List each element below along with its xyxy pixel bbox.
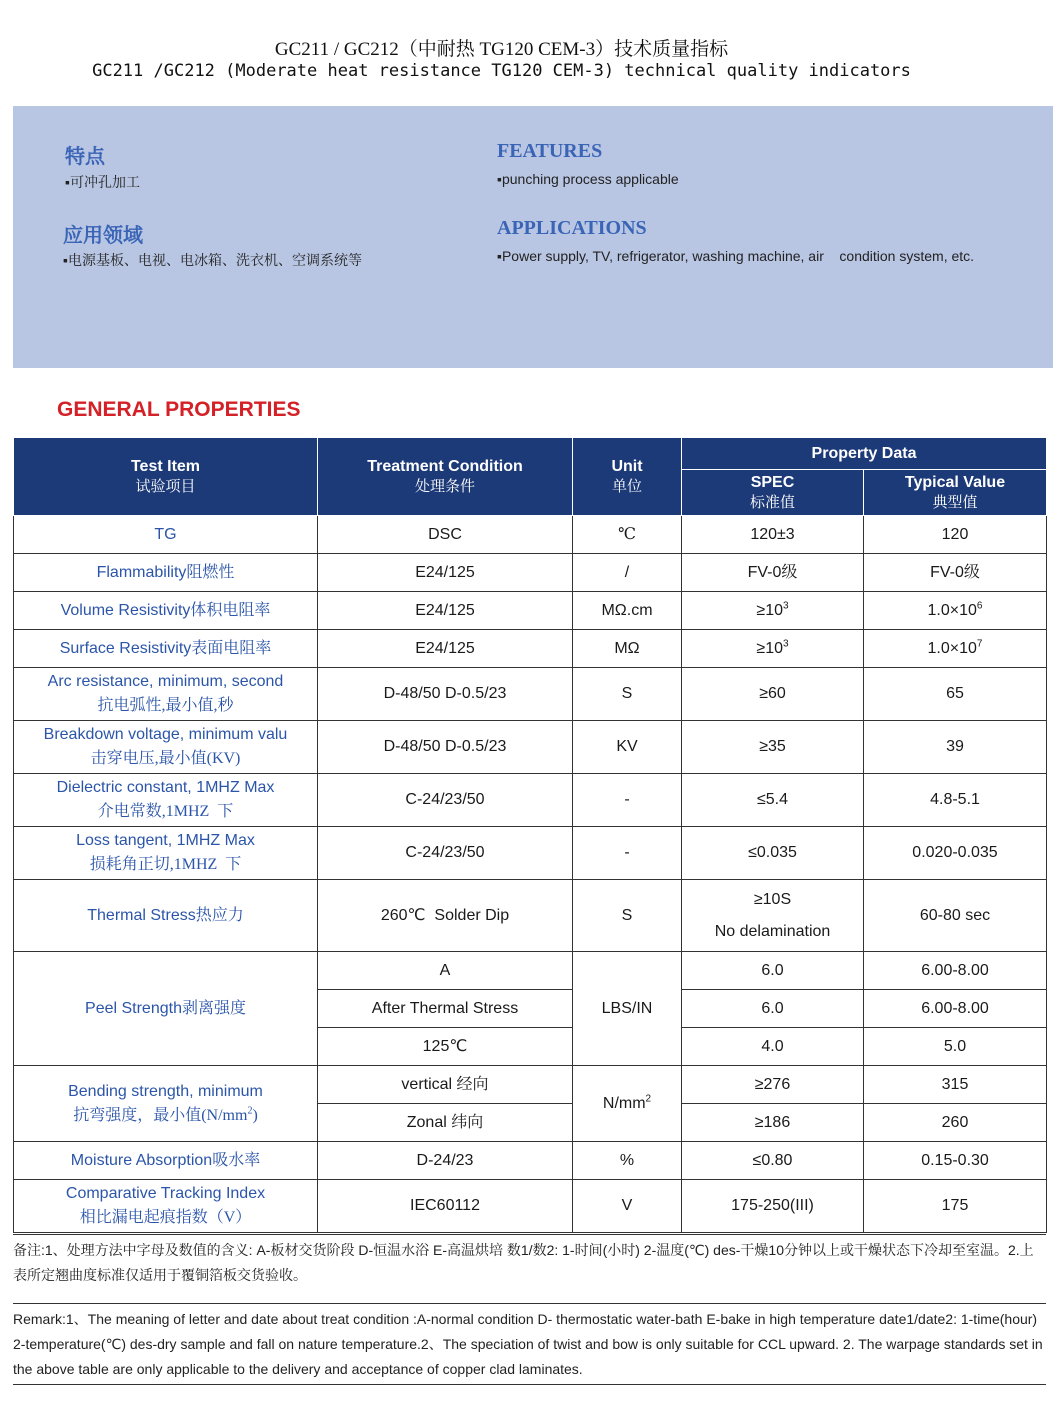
row-loss-cond: C-24/23/50 (318, 827, 573, 880)
row-cti-spec: 175-250(III) (682, 1180, 864, 1233)
row-surf-unit: MΩ (573, 630, 682, 668)
row-cti-name-zh: 相比漏电起痕指数（V） (79, 1209, 252, 1226)
row-cti-name-en: Comparative Tracking Index (65, 1185, 266, 1202)
row-loss-name-en: Loss tangent, 1MHZ Max (76, 832, 255, 849)
row-peel-cond-3: 125℃ (318, 1028, 573, 1066)
row-thermal-spec-1: ≥10S (753, 890, 792, 908)
row-breakdown-name-zh: 击穿电压,最小值(KV) (90, 750, 241, 767)
row-dielectric-unit: - (573, 774, 682, 827)
row-breakdown-typical: 39 (864, 721, 1047, 774)
row-dielectric-cond: C-24/23/50 (318, 774, 573, 827)
row-arc-name-zh: 抗电弧性,最小值,秒 (97, 697, 234, 714)
row-surf-typical-base: 1.0×10 (927, 639, 977, 657)
row-peel-cond-1: A (318, 952, 573, 990)
table-row (14, 1142, 1047, 1180)
row-vol-typical (864, 592, 1047, 630)
row-breakdown-spec: ≥35 (682, 721, 864, 774)
row-moisture-cond: D-24/23 (318, 1142, 573, 1180)
row-peel-spec-2: 6.0 (682, 990, 864, 1028)
row-moisture-unit: % (573, 1142, 682, 1180)
row-surf-spec-base: ≥10 (756, 639, 783, 657)
header-typical-en: Typical Value (904, 473, 1006, 491)
table-row (14, 880, 1047, 952)
header-test-item-zh: 试验项目 (135, 478, 196, 495)
row-arc-cond: D-48/50 D-0.5/23 (318, 668, 573, 721)
properties-table (13, 437, 1047, 1233)
row-arc-spec: ≥60 (682, 668, 864, 721)
row-vol-name-en: Volume Resistivity (60, 601, 191, 619)
header-treatment (318, 438, 573, 516)
row-thermal-spec (682, 880, 864, 952)
row-moisture-typical: 0.15-0.30 (864, 1142, 1047, 1180)
table-row (14, 721, 1047, 774)
row-dielectric-name-zh: 介电常数,1MHZ 下 (97, 803, 234, 820)
table-row (14, 516, 1047, 554)
row-dielectric-name (14, 774, 318, 827)
row-flam-unit: / (573, 554, 682, 592)
row-flam-name (14, 554, 318, 592)
header-property-data: Property Data (682, 438, 1047, 470)
table-row (14, 1066, 1047, 1104)
row-loss-name-zh: 损耗角正切,1MHZ 下 (89, 856, 242, 873)
row-peel-name (14, 952, 318, 1066)
row-breakdown-name (14, 721, 318, 774)
header-test-item (14, 438, 318, 516)
row-thermal-name-en: Thermal Stress (87, 906, 196, 924)
remark-en: Remark:1、The meaning of letter and date about treat condition :A-normal condition D- thermostatic water-bath E-bake in high temperature date1/date2: 1-time(hour) 2-temperature(℃) des-dry sample and fall on nature temperature.2、The speciation of twist and bow is only suitable for CCL upward. 2. The warpage standards set in the above table are only applicable to the delivery and acceptance of copper clad laminates. (13, 1303, 1046, 1385)
row-surf-typical-exp: 7 (976, 638, 983, 650)
row-bending-unit-exp: 2 (645, 1093, 652, 1105)
row-arc-typical: 65 (864, 668, 1047, 721)
row-moisture-name-en: Moisture Absorption (70, 1151, 213, 1169)
row-loss-name (14, 827, 318, 880)
header-spec (682, 470, 864, 516)
table-row (14, 952, 1047, 990)
features-panel (13, 106, 1053, 368)
features-text-zh: ▪可冲孔加工 (65, 174, 140, 190)
table-row (14, 668, 1047, 721)
row-bending-typical-2: 260 (864, 1104, 1047, 1142)
document-title-en: GC211 /GC212 (Moderate heat resistance TG120 CEM-3) technical quality indicators (92, 61, 911, 81)
row-bending-spec-2: ≥186 (682, 1104, 864, 1142)
row-cti-typical: 175 (864, 1180, 1047, 1233)
row-breakdown-cond: D-48/50 D-0.5/23 (318, 721, 573, 774)
row-surf-spec (682, 630, 864, 668)
applications-heading-zh: 应用领域 (63, 225, 143, 247)
row-bending-unit (573, 1066, 682, 1142)
header-unit-zh: 单位 (611, 478, 642, 495)
header-typical (864, 470, 1047, 516)
header-spec-zh: 标准值 (749, 494, 795, 511)
remark-zh: 备注:1、处理方法中字母及数值的含义: A-板材交货阶段 D-恒温水浴 E-高温烘培 数1/数2: 1-时间(小时) 2-温度(℃) des-干燥10分钟以上或干燥状态下冷却至室温。2.上表所定翘曲度标准仅适用于覆铜箔板交货验收。 (13, 1234, 1046, 1288)
document-title-zh: GC211 / GC212（中耐热 TG120 CEM-3）技术质量指标 (274, 39, 729, 60)
row-thermal-name-zh: 热应力 (195, 906, 244, 924)
row-cti-cond: IEC60112 (318, 1180, 573, 1233)
row-moisture-name (14, 1142, 318, 1180)
row-surf-cond: E24/125 (318, 630, 573, 668)
row-thermal-name (14, 880, 318, 952)
row-cti-unit: V (573, 1180, 682, 1233)
row-bending-unit-base: N/mm (602, 1094, 646, 1112)
row-surf-name-en: Surface Resistivity (59, 639, 192, 657)
row-bending-name-zh (18, 1104, 313, 1128)
header-test-item-en: Test Item (130, 457, 201, 475)
header-spec-en: SPEC (750, 473, 795, 491)
row-arc-name (14, 668, 318, 721)
general-properties-title: GENERAL PROPERTIES (57, 398, 301, 421)
row-flam-name-zh: 阻燃性 (186, 563, 235, 581)
row-bending-name-zh-post: ) (252, 1106, 258, 1124)
row-moisture-spec: ≤0.80 (682, 1142, 864, 1180)
row-flam-typical: FV-0级 (864, 554, 1047, 592)
row-vol-spec-exp: 3 (783, 600, 789, 612)
header-treatment-zh: 处理条件 (414, 478, 475, 495)
row-vol-name-zh: 体积电阻率 (190, 601, 271, 619)
row-vol-spec-base: ≥10 (756, 601, 783, 619)
applications-heading-en: APPLICATIONS (497, 217, 647, 239)
row-bending-typical-1: 315 (864, 1066, 1047, 1104)
table-row (14, 592, 1047, 630)
header-unit (573, 438, 682, 516)
row-vol-typical-exp: 6 (976, 600, 983, 612)
row-peel-typical-2: 6.00-8.00 (864, 990, 1047, 1028)
row-dielectric-typical: 4.8-5.1 (864, 774, 1047, 827)
table-row (14, 1180, 1047, 1233)
row-vol-typical-base: 1.0×10 (927, 601, 977, 619)
header-unit-en: Unit (611, 457, 643, 475)
row-bending-name-zh-exp: 2 (247, 1105, 253, 1117)
row-dielectric-spec: ≤5.4 (682, 774, 864, 827)
row-breakdown-unit: KV (573, 721, 682, 774)
row-loss-unit: - (573, 827, 682, 880)
row-vol-unit: MΩ.cm (573, 592, 682, 630)
row-flam-spec: FV-0级 (682, 554, 864, 592)
table-row (14, 827, 1047, 880)
row-peel-spec-1: 6.0 (682, 952, 864, 990)
row-peel-typical-3: 5.0 (864, 1028, 1047, 1066)
applications-text-en: ▪Power supply, TV, refrigerator, washing machine, air condition system, etc. (497, 248, 975, 264)
row-cti-name (14, 1180, 318, 1233)
row-peel-cond-2: After Thermal Stress (318, 990, 573, 1028)
row-thermal-typical: 60-80 sec (864, 880, 1047, 952)
features-heading-en: FEATURES (497, 140, 603, 162)
row-loss-spec: ≤0.035 (682, 827, 864, 880)
row-bending-name-en: Bending strength, minimum (68, 1082, 263, 1100)
row-tg-spec: 120±3 (682, 516, 864, 554)
row-bending-cond-1: vertical 经向 (318, 1066, 573, 1104)
row-bending-name-zh-pre: 抗弯强度，最小值(N/mm (73, 1106, 248, 1124)
row-vol-spec (682, 592, 864, 630)
table-row (14, 774, 1047, 827)
table-row (14, 630, 1047, 668)
row-tg-name: TG (14, 516, 318, 554)
row-breakdown-name-en: Breakdown voltage, minimum valu (43, 726, 288, 743)
row-surf-typical (864, 630, 1047, 668)
row-flam-cond: E24/125 (318, 554, 573, 592)
row-peel-unit: LBS/IN (573, 952, 682, 1066)
row-peel-name-zh: 剥离强度 (181, 999, 246, 1017)
row-loss-typical: 0.020-0.035 (864, 827, 1047, 880)
row-surf-name (14, 630, 318, 668)
row-tg-typical: 120 (864, 516, 1047, 554)
row-tg-cond: DSC (318, 516, 573, 554)
row-surf-name-zh: 表面电阻率 (191, 639, 272, 657)
row-moisture-name-zh: 吸水率 (212, 1151, 261, 1169)
features-heading-zh: 特点 (65, 146, 105, 168)
row-tg-unit: ℃ (573, 516, 682, 554)
row-dielectric-name-en: Dielectric constant, 1MHZ Max (56, 779, 275, 796)
row-thermal-spec-2: No delamination (714, 922, 831, 940)
row-peel-spec-3: 4.0 (682, 1028, 864, 1066)
row-vol-cond: E24/125 (318, 592, 573, 630)
table-row (14, 554, 1047, 592)
row-peel-name-en: Peel Strength (85, 999, 182, 1017)
row-vol-name (14, 592, 318, 630)
row-peel-typical-1: 6.00-8.00 (864, 952, 1047, 990)
row-flam-name-en: Flammability (96, 563, 187, 581)
row-surf-spec-exp: 3 (783, 638, 789, 650)
features-text-en: ▪punching process applicable (497, 171, 679, 187)
header-treatment-en: Treatment Condition (367, 457, 523, 475)
row-bending-name (14, 1066, 318, 1142)
row-thermal-unit: S (573, 880, 682, 952)
row-thermal-cond: 260℃ Solder Dip (318, 880, 573, 952)
row-bending-cond-2: Zonal 纬向 (318, 1104, 573, 1142)
row-arc-name-en: Arc resistance, minimum, second (47, 673, 284, 690)
row-arc-unit: S (573, 668, 682, 721)
applications-text-zh: ▪电源基板、电视、电冰箱、洗衣机、空调系统等 (63, 252, 362, 268)
header-typical-zh: 典型值 (932, 494, 978, 511)
row-bending-spec-1: ≥276 (682, 1066, 864, 1104)
